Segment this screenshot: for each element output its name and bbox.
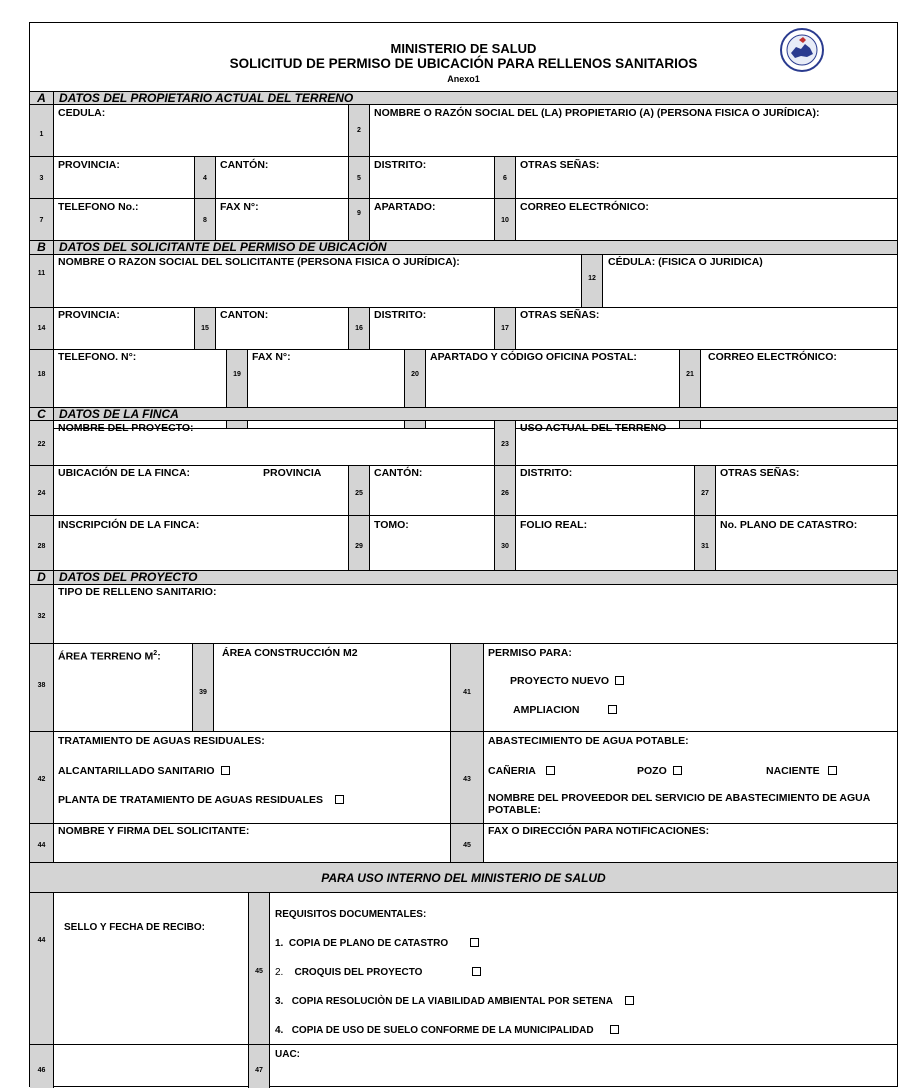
field-number: 46 <box>37 1067 46 1074</box>
annex-label: Anexo1 <box>447 74 480 84</box>
field-number: 8 <box>203 217 207 224</box>
field-number: 7 <box>39 217 44 224</box>
provincia-label: PROVINCIA <box>263 467 322 479</box>
field-number: 44 <box>37 842 46 849</box>
field-number-cell <box>30 732 54 823</box>
uso-actual-label: USO ACTUAL DEL TERRENO <box>520 422 667 434</box>
field-number-cell <box>192 644 214 731</box>
form-title: SOLICITUD DE PERMISO DE UBICACIÓN PARA RELLENOS SANITARIOS <box>229 56 698 71</box>
field-number: 14 <box>37 325 46 332</box>
row-d1 <box>30 585 897 644</box>
field-number-cell <box>30 893 54 1044</box>
provincia-label: PROVINCIA: <box>58 309 120 321</box>
section-title: DATOS DEL PROPIETARIO ACTUAL DEL TERRENO <box>59 91 354 105</box>
proyecto-nuevo-checkbox[interactable] <box>615 676 624 685</box>
field-number-cell <box>30 421 54 465</box>
section-letter: D <box>30 571 54 584</box>
field-number-cell <box>194 308 216 349</box>
telefono-label: TELEFONO No.: <box>58 201 139 213</box>
inscripcion-label: INSCRIPCIÓN DE LA FINCA: <box>58 519 200 531</box>
field-number-cell <box>494 199 516 240</box>
field-number: 24 <box>37 490 46 497</box>
field-number-cell <box>581 255 603 307</box>
section-b-header <box>30 241 897 255</box>
field-number-cell <box>30 255 54 307</box>
ubicacion-label: UBICACIÓN DE LA FINCA: <box>58 467 191 479</box>
ampliacion-option: AMPLIACION <box>513 705 617 716</box>
requisito-1: 1. COPIA DE PLANO DE CATASTRO <box>275 938 479 949</box>
field-number-cell <box>348 199 370 240</box>
field-number: 23 <box>501 441 509 448</box>
tratamiento-label: TRATAMIENTO DE AGUAS RESIDUALES: <box>58 735 265 747</box>
field-number: 16 <box>355 325 363 332</box>
field-number: 31 <box>701 543 709 550</box>
pozo-option: POZO <box>637 766 682 777</box>
field-number: 1 <box>39 131 44 138</box>
otras-senas-label: OTRAS SEÑAS: <box>520 309 600 321</box>
field-number: 9 <box>357 210 361 217</box>
fax-label: FAX N°: <box>252 351 291 363</box>
field-number-cell <box>30 308 54 349</box>
field-number-cell <box>450 824 484 862</box>
field-number: 21 <box>686 371 694 378</box>
field-number-cell <box>348 105 370 156</box>
requisito-2: 2. CROQUIS DEL PROYECTO <box>275 967 481 978</box>
fax-direccion-label: FAX O DIRECCIÓN PARA NOTIFICACIONES: <box>488 825 710 837</box>
field-number-cell <box>30 1045 54 1088</box>
section-a-header <box>30 91 897 105</box>
field-number: 44 <box>37 937 46 944</box>
fax-label: FAX N°: <box>220 201 259 213</box>
field-number: 30 <box>501 543 509 550</box>
tomo-label: TOMO: <box>374 519 409 531</box>
form-page <box>29 22 898 1087</box>
field-number-cell <box>494 308 516 349</box>
field-number-cell <box>694 466 716 515</box>
field-number-cell <box>30 157 54 198</box>
applicant-cedula-label: CÉDULA: (FISICA O JURIDICA) <box>608 256 763 268</box>
field-number: 32 <box>37 613 46 620</box>
caneria-option: CAÑERIA <box>488 766 555 777</box>
otras-senas-label: OTRAS SEÑAS: <box>720 467 800 479</box>
folio-label: FOLIO REAL: <box>520 519 588 531</box>
field-number: 6 <box>503 175 507 182</box>
field-number-cell <box>194 199 216 240</box>
naciente-option: NACIENTE <box>766 766 837 777</box>
field-number-cell <box>30 466 54 515</box>
field-number: 28 <box>37 543 46 550</box>
section-title: DATOS DEL PROYECTO <box>59 570 198 584</box>
row-a1 <box>30 105 897 157</box>
field-number: 12 <box>588 275 596 282</box>
proyecto-nuevo-option: PROYECTO NUEVO <box>510 676 624 687</box>
apartado-postal-label: APARTADO Y CÓDIGO OFICINA POSTAL: <box>430 351 637 363</box>
internal-use-band: PARA USO INTERNO DEL MINISTERIO DE SALUD <box>30 863 897 893</box>
row-d2 <box>30 644 897 732</box>
form-header <box>30 23 897 91</box>
field-number-cell <box>30 516 54 570</box>
field-number: 19 <box>233 371 241 378</box>
field-number: 38 <box>37 682 46 689</box>
caneria-checkbox[interactable] <box>546 766 555 775</box>
section-title: DATOS DE LA FINCA <box>59 407 179 421</box>
firma-label: NOMBRE Y FIRMA DEL SOLICITANTE: <box>58 825 250 837</box>
field-number-cell <box>348 308 370 349</box>
field-number-cell <box>494 466 516 515</box>
distrito-label: DISTRITO: <box>374 309 427 321</box>
section-c-header <box>30 407 897 421</box>
field-number: 18 <box>37 371 46 378</box>
requisito-4-checkbox[interactable] <box>610 1025 619 1034</box>
planta-option: PLANTA DE TRATAMIENTO DE AGUAS RESIDUALES <box>58 795 344 806</box>
field-number-cell <box>30 644 54 731</box>
canton-label: CANTÓN: <box>220 159 269 171</box>
field-number: 47 <box>255 1067 263 1074</box>
row-d3 <box>30 732 897 824</box>
field-number: 5 <box>357 175 361 182</box>
row-b2 <box>30 308 897 350</box>
ampliacion-checkbox[interactable] <box>608 705 617 714</box>
distrito-label: DISTRITO: <box>520 467 573 479</box>
telefono-label: TELEFONO. N°: <box>58 351 137 363</box>
pozo-checkbox[interactable] <box>673 766 682 775</box>
field-number-cell <box>494 421 516 465</box>
field-number: 41 <box>463 689 471 696</box>
plano-catastro-label: No. PLANO DE CATASTRO: <box>720 519 858 531</box>
field-number: 45 <box>255 968 263 975</box>
applicant-name-label: NOMBRE O RAZON SOCIAL DEL SOLICITANTE (PERSONA FISICA O JURÍDICA): <box>58 256 460 268</box>
field-number-cell <box>694 516 716 570</box>
field-number: 10 <box>501 217 509 224</box>
section-letter: A <box>30 92 54 104</box>
otras-senas-label: OTRAS SEÑAS: <box>520 159 600 171</box>
field-number: 15 <box>201 325 209 332</box>
field-number: 17 <box>501 325 509 332</box>
cedula-label: CEDULA: <box>58 107 106 119</box>
field-number: 39 <box>199 689 207 696</box>
area-terreno-label: ÁREA TERRENO $M^2$: <box>58 650 161 663</box>
requisito-1-checkbox[interactable] <box>470 938 479 947</box>
field-number: 3 <box>39 175 44 182</box>
alcantarillado-option: ALCANTARILLADO SANITARIO <box>58 766 230 777</box>
field-number: 11 <box>37 270 46 277</box>
field-number-cell <box>30 585 54 643</box>
field-number: 20 <box>411 371 419 378</box>
apartado-label: APARTADO: <box>374 201 436 213</box>
owner-name-label: NOMBRE O RAZÓN SOCIAL DEL (LA) PROPIETARIO (A) (PERSONA FISICA O JURÍDICA): <box>374 107 820 119</box>
section-d-header <box>30 571 897 585</box>
alcantarillado-checkbox[interactable] <box>221 766 230 775</box>
field-number: 4 <box>203 175 207 182</box>
row-c2 <box>30 466 897 516</box>
field-number-cell <box>348 157 370 198</box>
permiso-label: PERMISO PARA: <box>488 647 572 659</box>
field-number-cell <box>194 157 216 198</box>
section-letter: C <box>30 408 54 420</box>
uac-label: UAC: <box>275 1049 300 1060</box>
row-d4 <box>30 824 897 863</box>
naciente-checkbox[interactable] <box>828 766 837 775</box>
field-number-cell <box>494 516 516 570</box>
row-c3 <box>30 516 897 571</box>
field-number: 26 <box>501 490 509 497</box>
field-number-cell <box>494 157 516 198</box>
canton-label: CANTÓN: <box>374 467 423 479</box>
row-internal <box>30 893 897 1045</box>
field-number-cell <box>248 893 270 1044</box>
field-number: 45 <box>463 842 471 849</box>
field-number-cell <box>248 1045 270 1088</box>
field-number-cell <box>30 199 54 240</box>
proveedor-label: NOMBRE DEL PROVEEDOR DEL SERVICIO DE ABASTECIMIENTO DE AGUA POTABLE: <box>488 792 870 816</box>
field-number-cell <box>348 516 370 570</box>
sello-fecha-label: SELLO Y FECHA DE RECIBO: <box>64 922 205 933</box>
row-a2 <box>30 157 897 199</box>
cedula-field[interactable] <box>54 119 348 155</box>
field-number-cell <box>450 732 484 823</box>
field-number-cell <box>30 105 54 156</box>
field-number-cell <box>450 644 484 731</box>
field-number-cell <box>348 466 370 515</box>
requisitos-label: REQUISITOS DOCUMENTALES: <box>275 909 427 920</box>
section-letter: B <box>30 241 54 254</box>
row-a3 <box>30 199 897 241</box>
field-number: 27 <box>701 490 709 497</box>
project-name-label: NOMBRE DEL PROYECTO: <box>58 422 194 434</box>
row-internal-bottom <box>30 1045 897 1088</box>
ministry-seal <box>779 27 825 73</box>
abastecimiento-label: ABASTECIMIENTO DE AGUA POTABLE: <box>488 735 689 747</box>
correo-label: CORREO ELECTRÓNICO: <box>520 201 649 213</box>
planta-checkbox[interactable] <box>335 795 344 804</box>
distrito-label: DISTRITO: <box>374 159 427 171</box>
field-number: 2 <box>357 127 361 134</box>
field-number: 42 <box>37 776 46 783</box>
field-number: 43 <box>463 776 471 783</box>
row-c1 <box>30 421 897 466</box>
requisito-3: 3. COPIA RESOLUCIÒN DE LA VIABILIDAD AMBIENTAL POR SETENA <box>275 996 634 1007</box>
provincia-label: PROVINCIA: <box>58 159 120 171</box>
field-number: 29 <box>355 543 363 550</box>
canton-label: CANTON: <box>220 309 269 321</box>
tipo-relleno-label: TIPO DE RELLENO SANITARIO: <box>58 586 217 598</box>
ministry-title: MINISTERIO DE SALUD <box>390 41 537 56</box>
requisito-3-checkbox[interactable] <box>625 996 634 1005</box>
requisito-2-checkbox[interactable] <box>472 967 481 976</box>
field-number: 22 <box>37 441 46 448</box>
section-title: DATOS DEL SOLICITANTE DEL PERMISO DE UBICACIÓN <box>59 240 387 254</box>
correo-label: CORREO ELECTRÓNICO: <box>708 351 837 363</box>
requisito-4: 4. COPIA DE USO DE SUELO CONFORME DE LA MUNICIPALIDAD <box>275 1025 619 1036</box>
field-number: 25 <box>355 490 363 497</box>
field-number-cell <box>30 824 54 862</box>
row-b1 <box>30 255 897 308</box>
area-construccion-label: ÁREA CONSTRUCCIÓN M2 <box>222 647 358 659</box>
